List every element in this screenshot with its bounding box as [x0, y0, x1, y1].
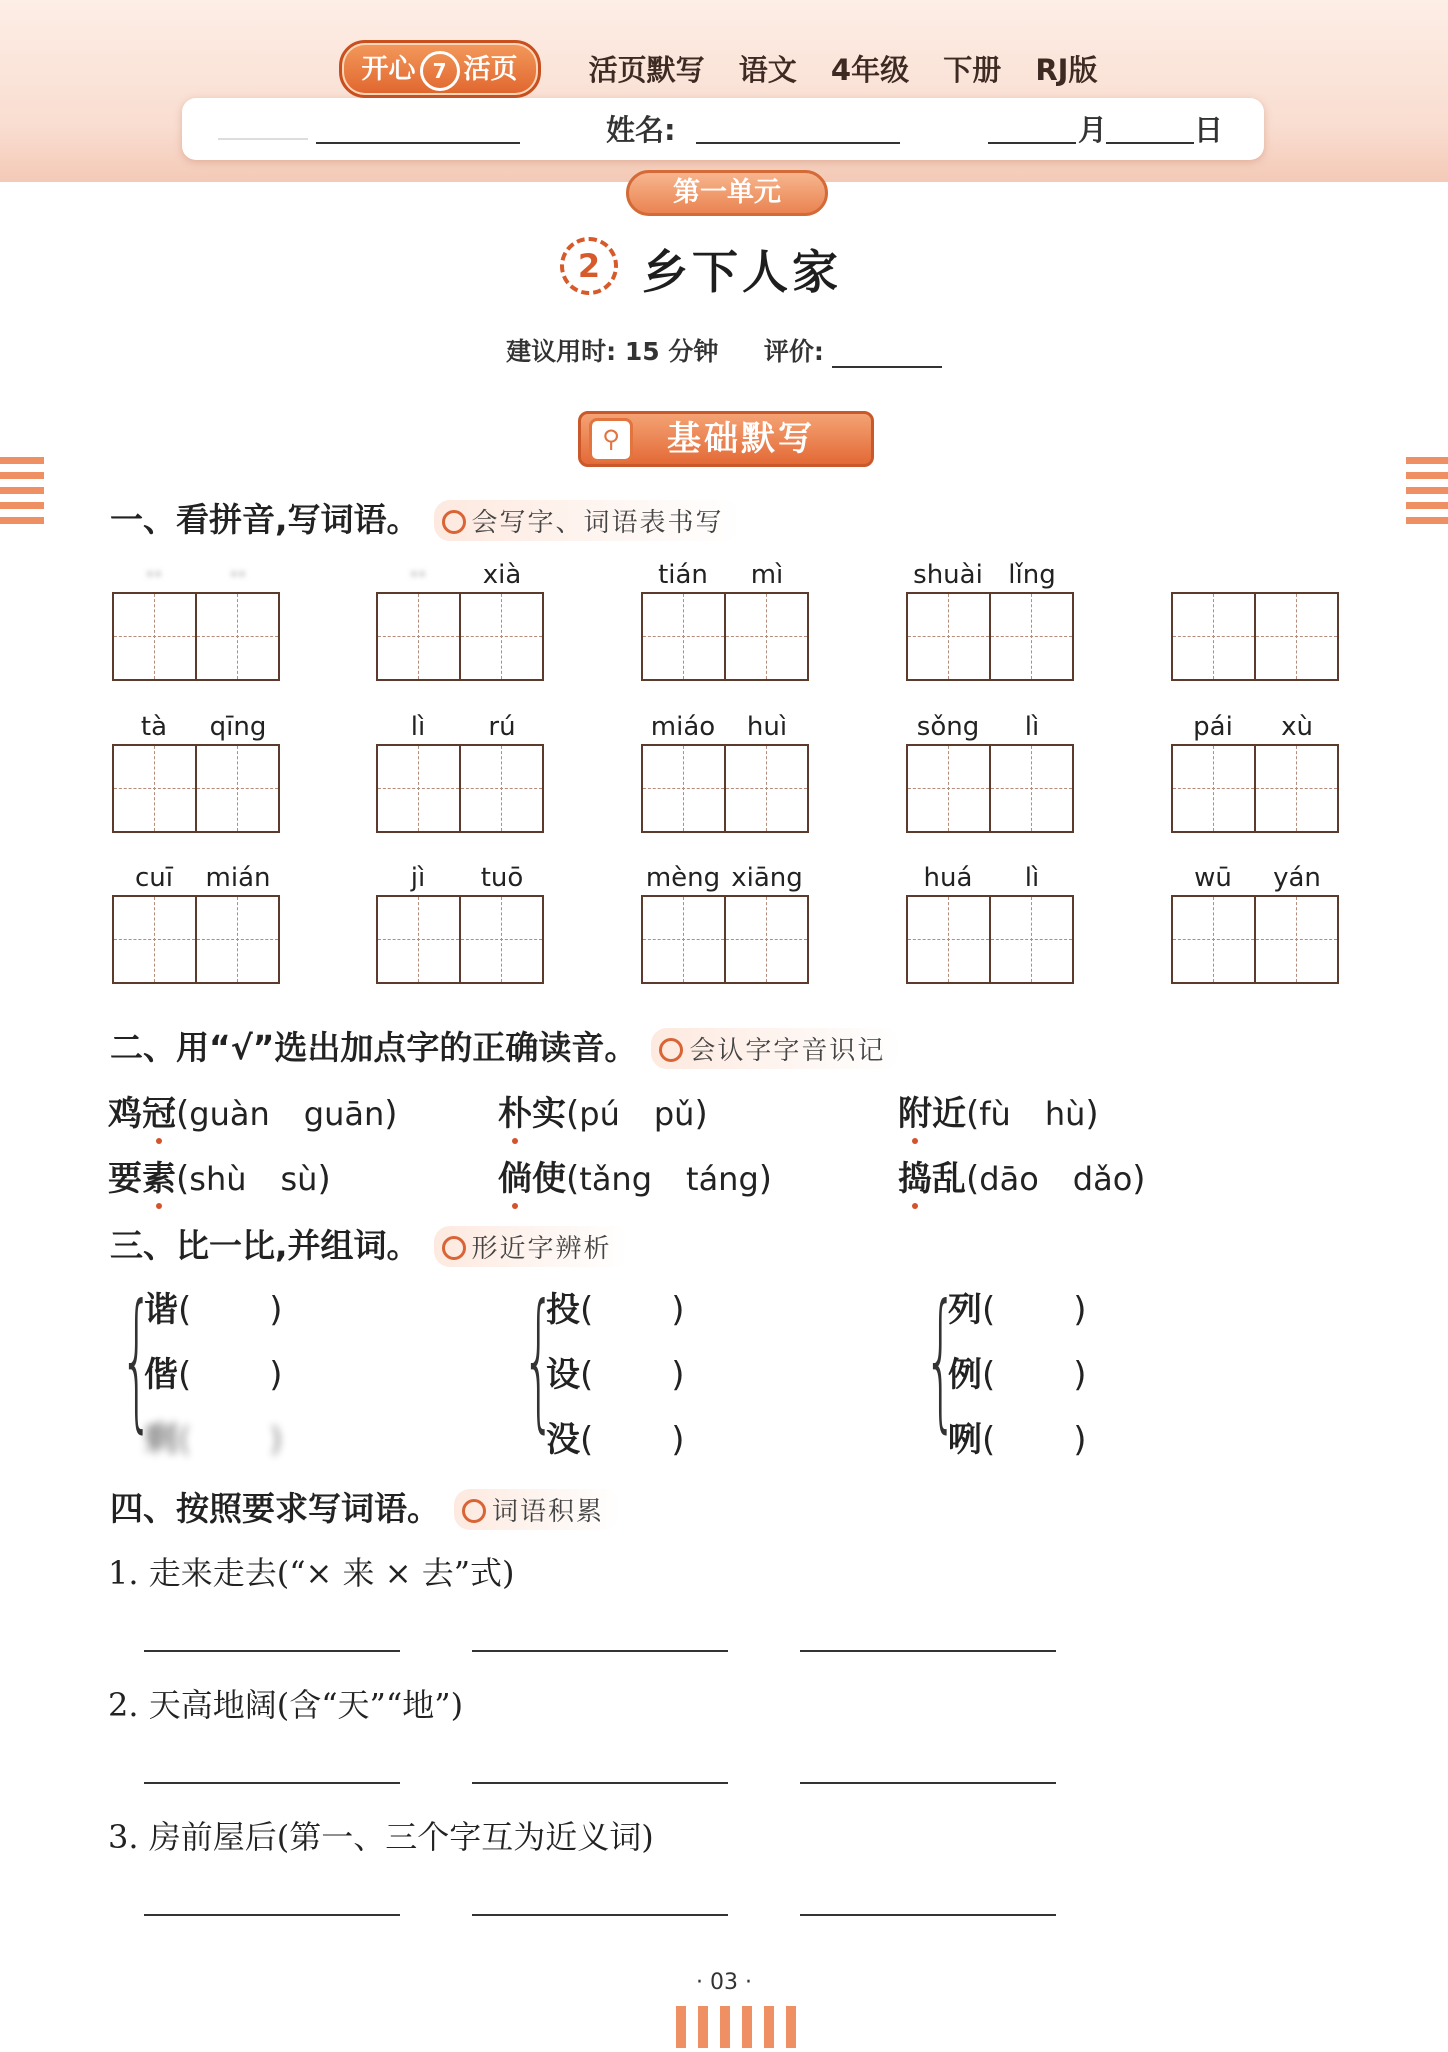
dotted-char: 附: [898, 1094, 932, 1134]
dotted-char: 朴: [498, 1094, 532, 1134]
pinyin-1: jì: [410, 863, 426, 893]
answer-line[interactable]: [472, 1782, 728, 1784]
word-item: [906, 712, 1074, 833]
search-icon: ⚲: [589, 418, 633, 462]
compare-item: 例( ): [948, 1355, 1087, 1395]
lesson-title: 乡下人家: [642, 245, 842, 299]
writing-box[interactable]: [461, 744, 544, 833]
pinyin-label: [641, 863, 809, 895]
writing-box[interactable]: [1256, 744, 1339, 833]
day-field[interactable]: [1106, 142, 1194, 144]
dotted-char: 冠: [142, 1094, 176, 1134]
emphasis-dot: [912, 1138, 918, 1144]
subject: 语文: [738, 53, 797, 88]
answer-line[interactable]: [800, 1914, 1056, 1916]
pinyin-label: [376, 560, 544, 592]
left-side-stripes: [0, 457, 44, 532]
pinyin-label: [641, 560, 809, 592]
writing-box[interactable]: [1171, 895, 1256, 984]
volume: 下册: [943, 53, 1002, 88]
section4-heading: 四、按照要求写词语。 词语积累: [110, 1483, 620, 1530]
name-field[interactable]: [696, 142, 900, 144]
reading-option[interactable]: tǎng: [579, 1160, 653, 1198]
requirement-1: 1. 走来走去(“× 来 × 去”式): [108, 1554, 515, 1592]
brace-mark: {: [924, 1273, 958, 1447]
pinyin-1: mèng: [645, 863, 721, 893]
time-suggestion: [0, 332, 1448, 368]
answer-line[interactable]: [800, 1650, 1056, 1652]
section3-heading: 三、比一比,并组词。 形近字辨析: [110, 1220, 628, 1267]
word-item: [112, 863, 280, 984]
class-field-blurred: [218, 138, 308, 140]
pinyin-2: mì: [750, 560, 784, 590]
edition: RJ版: [1035, 53, 1098, 88]
word-item: [376, 712, 544, 833]
emphasis-dot: [512, 1203, 518, 1209]
reading-option[interactable]: fù: [979, 1095, 1011, 1133]
dotted-char: 捣: [898, 1159, 932, 1199]
word-item: [641, 863, 809, 984]
time-label: 建议用时: 15 分钟: [506, 337, 719, 366]
writing-box[interactable]: [376, 895, 461, 984]
pinyin-label: [906, 863, 1074, 895]
word-item: [906, 560, 1074, 681]
word-item: [1171, 712, 1339, 833]
writing-box[interactable]: [197, 592, 280, 681]
day-label: 日: [1194, 113, 1224, 147]
pronunciation-item: 鸡冠 (guàn guān): [108, 1086, 398, 1135]
answer-line[interactable]: [144, 1650, 400, 1652]
writing-box[interactable]: [641, 895, 726, 984]
pronunciation-item: 捣 乱(dāo dǎo): [898, 1151, 1146, 1200]
lesson-number-badge: 2: [560, 237, 618, 295]
month-label: 月: [1078, 113, 1108, 147]
pinyin-label: [112, 863, 280, 895]
pronunciation-item: 倘 使(tǎng táng): [498, 1151, 772, 1200]
reading-option[interactable]: hù: [1044, 1095, 1086, 1133]
pinyin-2: lì: [1024, 863, 1040, 893]
brace-mark: {: [522, 1273, 556, 1447]
grade: 4年级: [830, 53, 910, 88]
pinyin-2: rú: [488, 712, 516, 742]
writing-box[interactable]: [641, 744, 726, 833]
pinyin-2: tuō: [480, 863, 524, 893]
eval-field[interactable]: [832, 346, 942, 368]
word-item: [112, 560, 280, 681]
writing-box[interactable]: [906, 895, 991, 984]
pinyin-label: [1171, 560, 1339, 592]
class-field[interactable]: [316, 142, 520, 144]
section2-heading: 二、用“√”选出加点字的正确读音。 会认字字音识记: [110, 1022, 901, 1069]
banner-text: 基础默写: [667, 419, 815, 459]
word-item: [906, 863, 1074, 984]
writing-box[interactable]: [906, 744, 991, 833]
section4-tag: 词语积累: [454, 1489, 620, 1530]
pinyin-1: ··: [145, 560, 163, 590]
writing-box[interactable]: [991, 895, 1074, 984]
pinyin-2: xiāng: [731, 863, 803, 893]
pinyin-1: wū: [1194, 863, 1232, 893]
month-field[interactable]: [988, 142, 1076, 144]
answer-line[interactable]: [472, 1650, 728, 1652]
pinyin-2: mián: [205, 863, 271, 893]
emphasis-dot: [156, 1138, 162, 1144]
pinyin-1: huá: [923, 863, 973, 893]
reading-option[interactable]: táng: [686, 1160, 759, 1198]
writing-box[interactable]: [991, 744, 1074, 833]
pinyin-1: shuài: [913, 560, 983, 590]
pinyin-2: qīng: [209, 712, 267, 742]
section2-tag: 会认字字音识记: [651, 1028, 901, 1069]
compare-item: 咧( ): [948, 1420, 1087, 1460]
section-banner: [578, 411, 874, 467]
word-item: [112, 712, 280, 833]
student-info-card: [182, 98, 1264, 160]
requirement-2: 2. 天高地阔(含“天”“地”): [108, 1686, 464, 1724]
brace-mark: {: [120, 1273, 154, 1447]
skill-icon: [462, 1499, 486, 1523]
writing-box[interactable]: [991, 592, 1074, 681]
writing-box[interactable]: [641, 592, 726, 681]
answer-line[interactable]: [472, 1914, 728, 1916]
writing-box[interactable]: [197, 744, 280, 833]
pinyin-2: yán: [1273, 863, 1321, 893]
pinyin-1: pái: [1193, 712, 1233, 742]
pinyin-1: tà: [140, 712, 168, 742]
compare-item: 谐( ): [144, 1290, 283, 1330]
pinyin-2: lǐng: [1008, 560, 1056, 590]
pinyin-1: cuī: [135, 863, 173, 893]
section3-tag: 形近字辨析: [434, 1226, 628, 1267]
pinyin-2: huì: [746, 712, 788, 742]
writing-box[interactable]: [726, 744, 809, 833]
pinyin-1: ··: [409, 560, 427, 590]
writing-box[interactable]: [461, 592, 544, 681]
pinyin-label: [1171, 712, 1339, 744]
answer-line[interactable]: [800, 1782, 1056, 1784]
skill-icon: [442, 1236, 466, 1260]
unit-badge: 第一单元: [626, 170, 828, 216]
reading-option[interactable]: sù: [280, 1160, 318, 1198]
word-item: [641, 712, 809, 833]
compare-item: 偕( ): [144, 1355, 283, 1395]
pinyin-1: tián: [658, 560, 708, 590]
pronunciation-item: 附 近(fù hù): [898, 1086, 1099, 1135]
pinyin-label: [112, 560, 280, 592]
section1-tag: 会写字、词语表书写: [434, 500, 740, 541]
writing-box[interactable]: [376, 592, 461, 681]
writing-box[interactable]: [461, 895, 544, 984]
writing-box[interactable]: [1171, 592, 1256, 681]
writing-box[interactable]: [906, 592, 991, 681]
word-item: [641, 560, 809, 681]
writing-box[interactable]: [726, 895, 809, 984]
emphasis-dot: [156, 1203, 162, 1209]
pinyin-label: [906, 712, 1074, 744]
word-item: [1171, 560, 1339, 681]
pinyin-label: [641, 712, 809, 744]
pinyin-label: [112, 712, 280, 744]
name-label: 姓名:: [606, 113, 676, 147]
pinyin-2: lì: [1024, 712, 1040, 742]
answer-line[interactable]: [144, 1914, 400, 1916]
emphasis-dot: [912, 1203, 918, 1209]
writing-box[interactable]: [1171, 744, 1256, 833]
skill-icon: [442, 510, 466, 534]
pinyin-2: xià: [482, 560, 522, 590]
compare-item: 没( ): [546, 1420, 685, 1460]
writing-box[interactable]: [112, 744, 197, 833]
pinyin-label: [376, 712, 544, 744]
pinyin-label: [376, 863, 544, 895]
writing-box[interactable]: [1256, 592, 1339, 681]
compare-item: 剩( ): [144, 1420, 283, 1460]
reading-option[interactable]: shù: [189, 1160, 247, 1198]
pinyin-2: ··: [229, 560, 247, 590]
footer-stripes: [676, 2006, 808, 2052]
right-side-stripes: [1406, 457, 1448, 532]
reading-option[interactable]: guàn: [189, 1095, 270, 1133]
brand-logo: 开心 7 活页: [339, 40, 541, 98]
word-item: [376, 863, 544, 984]
writing-box[interactable]: [112, 592, 197, 681]
word-item: [1171, 863, 1339, 984]
pinyin-1: sǒng: [916, 712, 980, 742]
pronunciation-item: 朴 实(pú pǔ): [498, 1086, 708, 1135]
dotted-char: 倘: [498, 1159, 532, 1199]
word-item: [376, 560, 544, 681]
compare-item: 投( ): [546, 1290, 685, 1330]
reading-option[interactable]: pǔ: [653, 1095, 695, 1133]
writing-box[interactable]: [726, 592, 809, 681]
requirement-3: 3. 房前屋后(第一、三个字互为近义词): [108, 1818, 654, 1856]
dotted-char: 素: [142, 1159, 176, 1199]
pronunciation-item: 要素 (shù sù): [108, 1151, 331, 1200]
skill-icon: [659, 1038, 683, 1062]
answer-line[interactable]: [144, 1782, 400, 1784]
series-name: 活页默写: [588, 53, 705, 88]
writing-box[interactable]: [376, 744, 461, 833]
compare-item: 列( ): [948, 1290, 1087, 1330]
reading-option[interactable]: pú: [579, 1095, 620, 1133]
eval-label: 评价:: [763, 337, 824, 366]
reading-option[interactable]: dǎo: [1072, 1160, 1133, 1198]
pinyin-1: miáo: [650, 712, 716, 742]
writing-box[interactable]: [1256, 895, 1339, 984]
writing-box[interactable]: [197, 895, 280, 984]
pinyin-1: lì: [410, 712, 426, 742]
header-bar: [0, 40, 1448, 98]
reading-option[interactable]: dāo: [979, 1160, 1039, 1198]
reading-option[interactable]: guān: [303, 1095, 385, 1133]
pinyin-2: xù: [1281, 712, 1313, 742]
emphasis-dot: [512, 1138, 518, 1144]
page-number: · 03 ·: [696, 1970, 752, 1995]
pinyin-label: [906, 560, 1074, 592]
pinyin-label: [1171, 863, 1339, 895]
section1-heading: 一、看拼音,写词语。 会写字、词语表书写: [110, 494, 740, 541]
writing-box[interactable]: [112, 895, 197, 984]
compare-item: 设( ): [546, 1355, 685, 1395]
